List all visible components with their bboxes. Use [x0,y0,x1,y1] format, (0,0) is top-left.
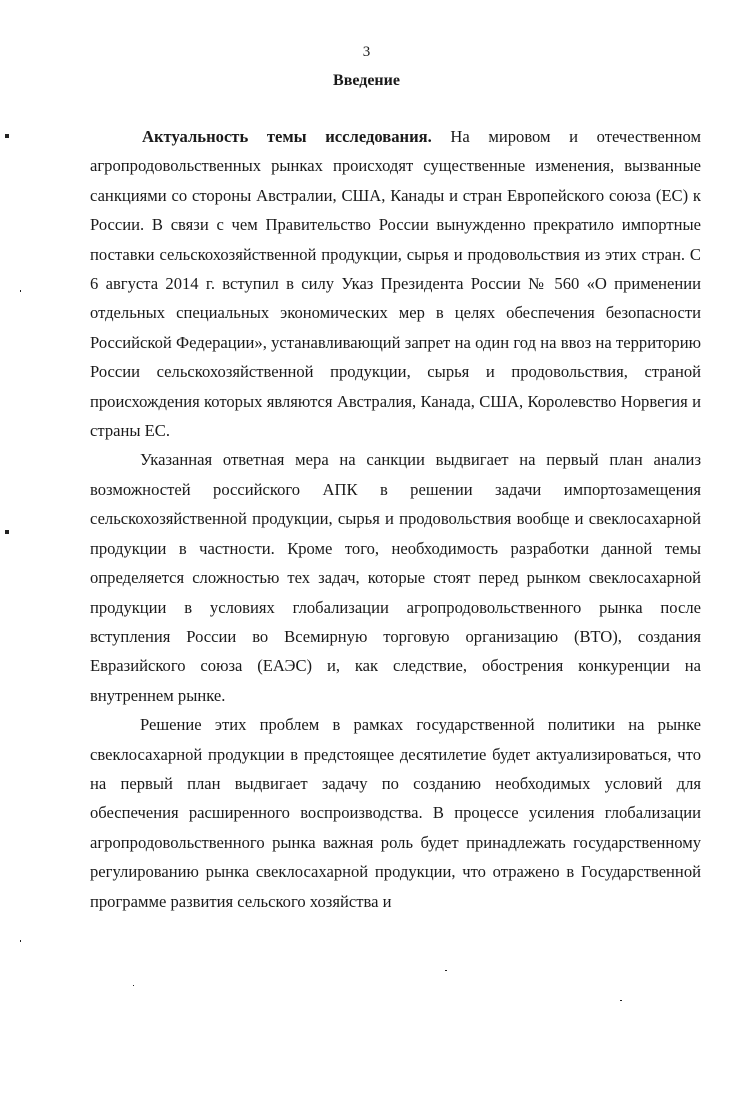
scan-speck [620,1000,622,1001]
body-text [90,122,701,916]
section-heading: Введение [333,72,400,89]
scan-speck [20,940,21,942]
scan-speck [20,290,21,292]
page-number: 3 [362,44,371,60]
scan-speck [133,985,134,986]
paragraph: Решение этих проблем в рамках государственной политики на рынке свеклосахарной продукции в предстоящее десятилетие будет актуализироваться, что на первый план выдвигает задачу по созданию необходимых условий для обеспечения расширенного воспроизводства. В процессе усиления глобализации агропродовольственного рынка важная роль будет принадлежать государственному регулированию рынка свеклосахарной продукции, что отражено в Государственной программе развития сельского хозяйства и [90,715,701,911]
paragraph: Указанная ответная мера на санкции выдвигает на первый план анализ возможностей российского АПК в решении задачи импортозамещения сельскохозяйственной продукции, сырья и продовольствия вообще и свеклосахарной продукции в частности. Кроме того, необходимость разработки данной темы определяется сложностью тех задач, которые стоят перед рынком свеклосахарной продукции в условиях глобализации агропродовольственного рынка после вступления России во Всемирную торговую организацию (ВТО), создания Евразийского союза (ЕАЭС) и, как следствие, обострения конкуренции на внутреннем рынке. [90,450,701,705]
scan-speck [445,970,447,971]
scan-speck [5,530,9,534]
paragraph-intro-text: На мировом и отечественном агропродовольственных рынках происходят существенные изменения, вызванные санкциями со стороны Австралии, США, Канады и стран Европейского союза (ЕС) к России. В связи с чем Правительство России вынужденно прекратило импортные поставки сельскохозяйственной продукции, сырья и продовольствия из этих стран. С 6 августа 2014 г. вступил в силу Указ Президента России № 560 «О применении отдельных специальных экономических мер в целях обеспечения безопасности Российской Федерации», устанавливающий запрет на один год на ввоз на территорию России сельскохозяйственной продукции, сырья и продовольствия, страной происхождения которых являются Австралия, Канада, США, Королевство Норвегия и страны ЕС. [90,127,701,441]
paragraph-intro [90,122,701,445]
scan-speck [5,134,9,138]
paragraph-lead: Актуальность темы исследования. [142,127,432,146]
